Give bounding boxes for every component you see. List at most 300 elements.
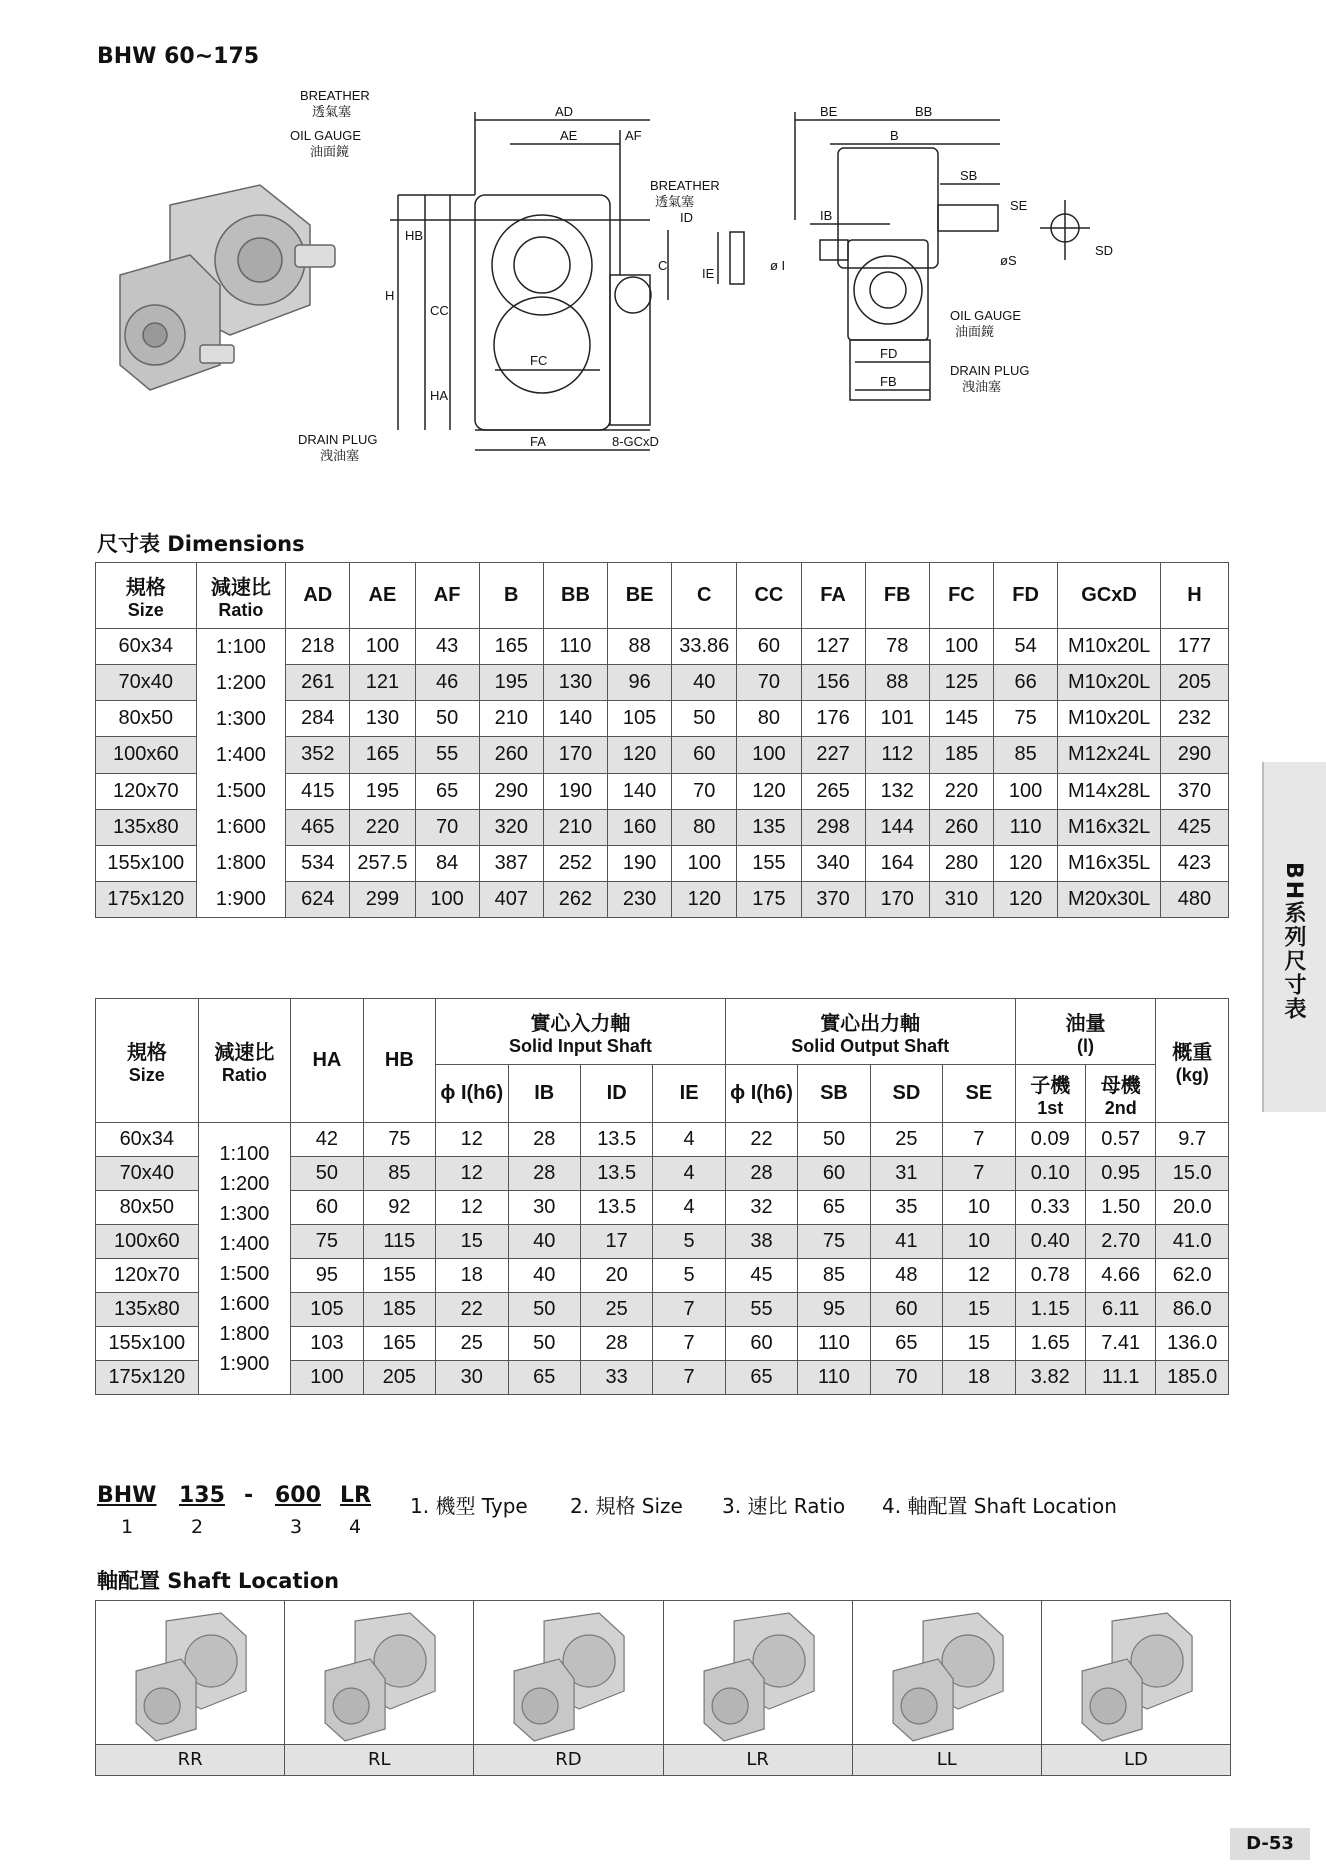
dim-AF: AF (625, 128, 642, 143)
table-cell: 110 (543, 629, 607, 665)
table-cell: 387 (479, 845, 543, 881)
header-FB: FB (865, 563, 929, 629)
table-cell: 2.70 (1085, 1225, 1155, 1259)
header-weight: 概重 (kg) (1156, 999, 1229, 1123)
table-cell: 110 (994, 809, 1058, 845)
table-cell: 155 (737, 845, 801, 881)
table-cell: 210 (543, 809, 607, 845)
table-cell: 75 (363, 1123, 435, 1157)
table-cell: 65 (725, 1361, 797, 1395)
dim-BB: BB (915, 104, 933, 119)
table-cell: 0.10 (1015, 1157, 1085, 1191)
legend-shaft-location: 4. 軸配置 Shaft Location (882, 1494, 1117, 1518)
table-cell: 261 (286, 665, 350, 701)
table-cell: 17 (580, 1225, 652, 1259)
table-cell: 100 (994, 773, 1058, 809)
table-cell: 30 (436, 1361, 508, 1395)
table-cell: 0.78 (1015, 1259, 1085, 1293)
table-cell: 7.41 (1085, 1327, 1155, 1361)
table-cell: 4 (653, 1191, 725, 1225)
ratio-cell (196, 629, 286, 918)
table-cell: 5 (653, 1259, 725, 1293)
dimensions-table (95, 562, 1229, 918)
size-cell: 70x40 (96, 1157, 199, 1191)
table-cell: 115 (363, 1225, 435, 1259)
header-BB: BB (543, 563, 607, 629)
table-cell: 22 (436, 1293, 508, 1327)
table-cell: 121 (350, 665, 415, 701)
ratio-value: 1:800 (215, 852, 266, 874)
table-cell: 100 (737, 737, 801, 773)
table-cell: 465 (286, 809, 350, 845)
label-oil-gauge-right-zh: 油面鏡 (955, 324, 995, 339)
shaft-location-ll (853, 1601, 1042, 1775)
table-cell: 340 (801, 845, 865, 881)
header-AD: AD (286, 563, 350, 629)
table-cell: 7 (653, 1361, 725, 1395)
page-title: BHW 60~175 (97, 44, 260, 69)
code-num-3: 3 (290, 1516, 303, 1538)
table-cell: 50 (672, 701, 737, 737)
table-cell: 20.0 (1156, 1191, 1229, 1225)
ratio-value: 1:200 (219, 1172, 270, 1195)
table-cell: 5 (653, 1225, 725, 1259)
ratio-value: 1:100 (219, 1142, 270, 1165)
dim-CC: CC (430, 303, 449, 318)
header-FD: FD (994, 563, 1058, 629)
table-cell: M16x35L (1058, 845, 1161, 881)
side-tab: BH系列尺寸表 (1262, 762, 1326, 1112)
table-cell: 534 (286, 845, 350, 881)
table-cell: 176 (801, 701, 865, 737)
table-cell: 78 (865, 629, 929, 665)
header-FC: FC (929, 563, 993, 629)
table-cell: 7 (653, 1327, 725, 1361)
table-cell: 195 (479, 665, 543, 701)
table-cell: 25 (870, 1123, 942, 1157)
table-cell: 280 (929, 845, 993, 881)
table-cell: 120 (994, 845, 1058, 881)
ratio-value: 1:400 (215, 744, 266, 766)
table-cell: 66 (994, 665, 1058, 701)
table-cell: 60 (291, 1191, 363, 1225)
table-cell: 310 (929, 881, 993, 917)
table-cell: 290 (479, 773, 543, 809)
table-cell: 60 (725, 1327, 797, 1361)
table-cell: 25 (436, 1327, 508, 1361)
header-GCxD: GCxD (1058, 563, 1161, 629)
ratio-value: 1:300 (215, 708, 266, 730)
dim-H: H (385, 288, 395, 303)
table-cell: 9.7 (1156, 1123, 1229, 1157)
size-cell: 80x50 (96, 1191, 199, 1225)
code-ratio: 600 (275, 1483, 321, 1508)
ratio-cell (198, 1123, 291, 1395)
table-cell: 1.50 (1085, 1191, 1155, 1225)
label-oil-gauge-left-zh: 油面鏡 (310, 144, 350, 159)
table-cell: 65 (870, 1327, 942, 1361)
dim-AE: AE (560, 128, 578, 143)
table-cell: 320 (479, 809, 543, 845)
header-AF: AF (415, 563, 479, 629)
shaft-location-label: RD (474, 1744, 662, 1775)
table-cell: 13.5 (580, 1123, 652, 1157)
shaft-location-rl (285, 1601, 474, 1775)
dim-AD: AD (555, 104, 574, 119)
table-cell: 50 (798, 1123, 870, 1157)
dimension-drawing (290, 88, 1240, 480)
header-HA: HA (291, 999, 363, 1123)
table-cell: 195 (350, 773, 415, 809)
table-cell: 120 (737, 773, 801, 809)
header-size: 規格 Size (96, 563, 197, 629)
shaft-location-label: LR (664, 1744, 852, 1775)
table-cell: 18 (436, 1259, 508, 1293)
table-cell: 15.0 (1156, 1157, 1229, 1191)
table-cell: 70 (672, 773, 737, 809)
table-cell: 220 (929, 773, 993, 809)
table-cell: 227 (801, 737, 865, 773)
table-cell: 205 (1160, 665, 1228, 701)
table-cell: M14x28L (1058, 773, 1161, 809)
table-cell: 33.86 (672, 629, 737, 665)
table-cell: 45 (725, 1259, 797, 1293)
table-cell: 4 (653, 1123, 725, 1157)
table-cell: 40 (672, 665, 737, 701)
table-cell: 101 (865, 701, 929, 737)
table-cell: 425 (1160, 809, 1228, 845)
shaft-location-rd (474, 1601, 663, 1775)
gearbox-photo (110, 165, 340, 405)
table-cell: 43 (415, 629, 479, 665)
table-cell: 42 (291, 1123, 363, 1157)
dim-SB: SB (960, 168, 978, 183)
table-cell: 156 (801, 665, 865, 701)
size-cell: 100x60 (96, 1225, 199, 1259)
table-cell: 140 (608, 773, 672, 809)
label-drain-plug-right: DRAIN PLUG (950, 363, 1030, 378)
table-cell: 40 (508, 1225, 580, 1259)
table-cell: M12x24L (1058, 737, 1161, 773)
gearbox-image (664, 1601, 852, 1745)
shaft-location-label: LL (853, 1744, 1041, 1775)
dim-FB: FB (880, 374, 897, 389)
table-cell: 135 (737, 809, 801, 845)
table-cell: 177 (1160, 629, 1228, 665)
dim-HA: HA (430, 388, 449, 403)
dim-BE: BE (820, 104, 838, 119)
ratio-value: 1:800 (219, 1322, 270, 1345)
header-solid-output-shaft: 實心出力軸 Solid Output Shaft (725, 999, 1015, 1065)
dim-FC: FC (530, 353, 548, 368)
size-cell: 80x50 (96, 701, 197, 737)
legend-type: 1. 機型 Type (410, 1494, 528, 1518)
label-oil-gauge-left: OIL GAUGE (290, 128, 362, 143)
size-cell: 175x120 (96, 881, 197, 917)
table-cell: 22 (725, 1123, 797, 1157)
table-cell: 46 (415, 665, 479, 701)
table-cell: 55 (415, 737, 479, 773)
label-oil-gauge-right: OIL GAUGE (950, 308, 1022, 323)
header-oil-1st: 子機 1st (1015, 1065, 1085, 1123)
size-cell: 120x70 (96, 1259, 199, 1293)
ratio-value: 1:900 (215, 888, 266, 910)
table-cell: 165 (350, 737, 415, 773)
gearbox-image (474, 1601, 662, 1745)
table-cell: 290 (1160, 737, 1228, 773)
table-cell: 155 (363, 1259, 435, 1293)
table-cell: 265 (801, 773, 865, 809)
header-FA: FA (801, 563, 865, 629)
dim-C: C (658, 258, 668, 273)
table-cell: 13.5 (580, 1191, 652, 1225)
table-cell: 100 (672, 845, 737, 881)
table-cell: 110 (798, 1361, 870, 1395)
table-cell: 120 (672, 881, 737, 917)
table-cell: 28 (508, 1123, 580, 1157)
label-breather-right-zh: 透氣塞 (655, 194, 695, 209)
size-cell: 155x100 (96, 845, 197, 881)
header-IE: IE (653, 1065, 725, 1123)
table-cell: 0.40 (1015, 1225, 1085, 1259)
table-cell: 165 (363, 1327, 435, 1361)
dim-GCxD: 8-GCxD (612, 434, 659, 449)
size-cell: 100x60 (96, 737, 197, 773)
table-cell: 185 (363, 1293, 435, 1327)
table-cell: 20 (580, 1259, 652, 1293)
shaft-location-ld (1042, 1601, 1230, 1775)
table-cell: 140 (543, 701, 607, 737)
dim-phi-I: ø I (770, 258, 786, 273)
table-cell: 0.09 (1015, 1123, 1085, 1157)
table-cell: 127 (801, 629, 865, 665)
table-cell: M10x20L (1058, 665, 1161, 701)
table-cell: 165 (479, 629, 543, 665)
table-cell: 230 (608, 881, 672, 917)
table-cell: 190 (608, 845, 672, 881)
table-cell: M10x20L (1058, 629, 1161, 665)
table-cell: 38 (725, 1225, 797, 1259)
table-cell: 10 (943, 1225, 1015, 1259)
size-cell: 175x120 (96, 1361, 199, 1395)
table-cell: 18 (943, 1361, 1015, 1395)
table-cell: 423 (1160, 845, 1228, 881)
dim-FD: FD (880, 346, 898, 361)
header-BE: BE (608, 563, 672, 629)
gearbox-image (96, 1601, 284, 1745)
code-type: BHW (97, 1483, 157, 1508)
table-cell: 100 (929, 629, 993, 665)
table-cell: 11.1 (1085, 1361, 1155, 1395)
header-input-phi: ϕ I(h6) (436, 1065, 508, 1123)
shaft-table (95, 998, 1229, 1395)
shaft-location-label: RR (96, 1744, 284, 1775)
table-cell: 136.0 (1156, 1327, 1229, 1361)
table-cell: 88 (608, 629, 672, 665)
table-cell: 84 (415, 845, 479, 881)
shaft-location-label: LD (1042, 1744, 1230, 1775)
ratio-value: 1:100 (215, 636, 266, 658)
header-output-phi: ϕ I(h6) (725, 1065, 797, 1123)
table-cell: 95 (291, 1259, 363, 1293)
header-size-2: 規格 Size (96, 999, 199, 1123)
header-SE: SE (943, 1065, 1015, 1123)
table-cell: 65 (415, 773, 479, 809)
table-cell: 4.66 (1085, 1259, 1155, 1293)
dim-IB: IB (820, 208, 833, 223)
header-B: B (479, 563, 543, 629)
table-cell: 112 (865, 737, 929, 773)
table-cell: 205 (363, 1361, 435, 1395)
table-cell: 65 (798, 1191, 870, 1225)
dim-FA: FA (530, 434, 546, 449)
table-cell: 370 (1160, 773, 1228, 809)
table-cell: 103 (291, 1327, 363, 1361)
table-cell: 1.65 (1015, 1327, 1085, 1361)
table-cell: 95 (798, 1293, 870, 1327)
table-cell: 252 (543, 845, 607, 881)
header-oil-volume: 油量 (l) (1015, 999, 1156, 1065)
code-size: 135 (179, 1483, 225, 1508)
size-cell: 120x70 (96, 773, 197, 809)
label-drain-plug-left-zh: 洩油塞 (320, 448, 360, 463)
table-row (96, 629, 1229, 665)
dim-ID: ID (680, 210, 693, 225)
table-cell: 96 (608, 665, 672, 701)
table-cell: 100 (291, 1361, 363, 1395)
table-cell: 164 (865, 845, 929, 881)
dim-SD: SD (1095, 243, 1114, 258)
table-cell: 130 (350, 701, 415, 737)
header-IB: IB (508, 1065, 580, 1123)
table-cell: 415 (286, 773, 350, 809)
table-cell: 75 (994, 701, 1058, 737)
table-cell: 624 (286, 881, 350, 917)
code-num-2: 2 (191, 1516, 204, 1538)
size-cell: 60x34 (96, 629, 197, 665)
table-cell: 185 (929, 737, 993, 773)
ratio-value: 1:300 (219, 1202, 270, 1225)
dim-B: B (890, 128, 899, 143)
table-row (96, 1123, 1229, 1157)
table-cell: 62.0 (1156, 1259, 1229, 1293)
table-cell: 260 (929, 809, 993, 845)
table-cell: 370 (801, 881, 865, 917)
label-breather-right: BREATHER (650, 178, 720, 193)
table-cell: 13.5 (580, 1157, 652, 1191)
table-cell: 0.33 (1015, 1191, 1085, 1225)
code-num-4: 4 (349, 1516, 362, 1538)
table-cell: 15 (436, 1225, 508, 1259)
table-cell: 407 (479, 881, 543, 917)
table-cell: 120 (994, 881, 1058, 917)
table-cell: 120 (608, 737, 672, 773)
table-cell: 105 (291, 1293, 363, 1327)
table-cell: 15 (943, 1293, 1015, 1327)
table-cell: 7 (653, 1293, 725, 1327)
table-cell: M10x20L (1058, 701, 1161, 737)
table-cell: 50 (508, 1293, 580, 1327)
label-breather-left-zh: 透氣塞 (312, 104, 352, 119)
table-cell: 50 (291, 1157, 363, 1191)
table-cell: 210 (479, 701, 543, 737)
table-cell: 130 (543, 665, 607, 701)
table-cell: 218 (286, 629, 350, 665)
ratio-value: 1:600 (215, 816, 266, 838)
table-cell: 12 (436, 1157, 508, 1191)
shaft-location-grid (95, 1600, 1231, 1776)
table-cell: 80 (737, 701, 801, 737)
gearbox-image (285, 1601, 473, 1745)
table-cell: 105 (608, 701, 672, 737)
table-cell: 10 (943, 1191, 1015, 1225)
table-cell: 28 (508, 1157, 580, 1191)
code-num-1: 1 (121, 1516, 134, 1538)
shaft-location-title: 軸配置 Shaft Location (97, 1569, 340, 1593)
table-cell: 85 (363, 1157, 435, 1191)
dim-phi-S: øS (1000, 253, 1017, 268)
table-cell: 55 (725, 1293, 797, 1327)
dim-SE: SE (1010, 198, 1028, 213)
table-cell: 85 (994, 737, 1058, 773)
size-cell: 135x80 (96, 1293, 199, 1327)
table-cell: 33 (580, 1361, 652, 1395)
table-cell: 1.15 (1015, 1293, 1085, 1327)
table-cell: 480 (1160, 881, 1228, 917)
table-cell: 185.0 (1156, 1361, 1229, 1395)
table-cell: 75 (798, 1225, 870, 1259)
header-ratio-2: 減速比 Ratio (198, 999, 291, 1123)
table-cell: 32 (725, 1191, 797, 1225)
size-cell: 135x80 (96, 809, 197, 845)
table-cell: 132 (865, 773, 929, 809)
table-cell: M16x32L (1058, 809, 1161, 845)
table-cell: 145 (929, 701, 993, 737)
header-H: H (1160, 563, 1228, 629)
table-cell: 40 (508, 1259, 580, 1293)
table-cell: 6.11 (1085, 1293, 1155, 1327)
header-ID: ID (580, 1065, 652, 1123)
table-cell: 160 (608, 809, 672, 845)
ratio-value: 1:500 (215, 780, 266, 802)
table-cell: 7 (943, 1157, 1015, 1191)
legend-size: 2. 規格 Size (570, 1494, 683, 1518)
table-cell: 260 (479, 737, 543, 773)
table-cell: 70 (870, 1361, 942, 1395)
table-cell: 75 (291, 1225, 363, 1259)
header-ratio: 減速比 Ratio (196, 563, 286, 629)
table-cell: 25 (580, 1293, 652, 1327)
table-cell: 60 (798, 1157, 870, 1191)
label-breather-left: BREATHER (300, 88, 370, 103)
ratio-value: 1:500 (219, 1262, 270, 1285)
header-SB: SB (798, 1065, 870, 1123)
table-cell: 60 (672, 737, 737, 773)
code-dash: - (244, 1483, 254, 1508)
table-cell: 60 (870, 1293, 942, 1327)
table-cell: 85 (798, 1259, 870, 1293)
table-cell: 170 (543, 737, 607, 773)
gearbox-image (853, 1601, 1041, 1745)
table-cell: 41.0 (1156, 1225, 1229, 1259)
legend-ratio: 3. 速比 Ratio (722, 1494, 846, 1518)
label-drain-plug-right-zh: 洩油塞 (962, 379, 1002, 394)
shaft-location-label: RL (285, 1744, 473, 1775)
header-SD: SD (870, 1065, 942, 1123)
table-cell: 100 (415, 881, 479, 917)
table-cell: 70 (737, 665, 801, 701)
table-cell: 0.57 (1085, 1123, 1155, 1157)
